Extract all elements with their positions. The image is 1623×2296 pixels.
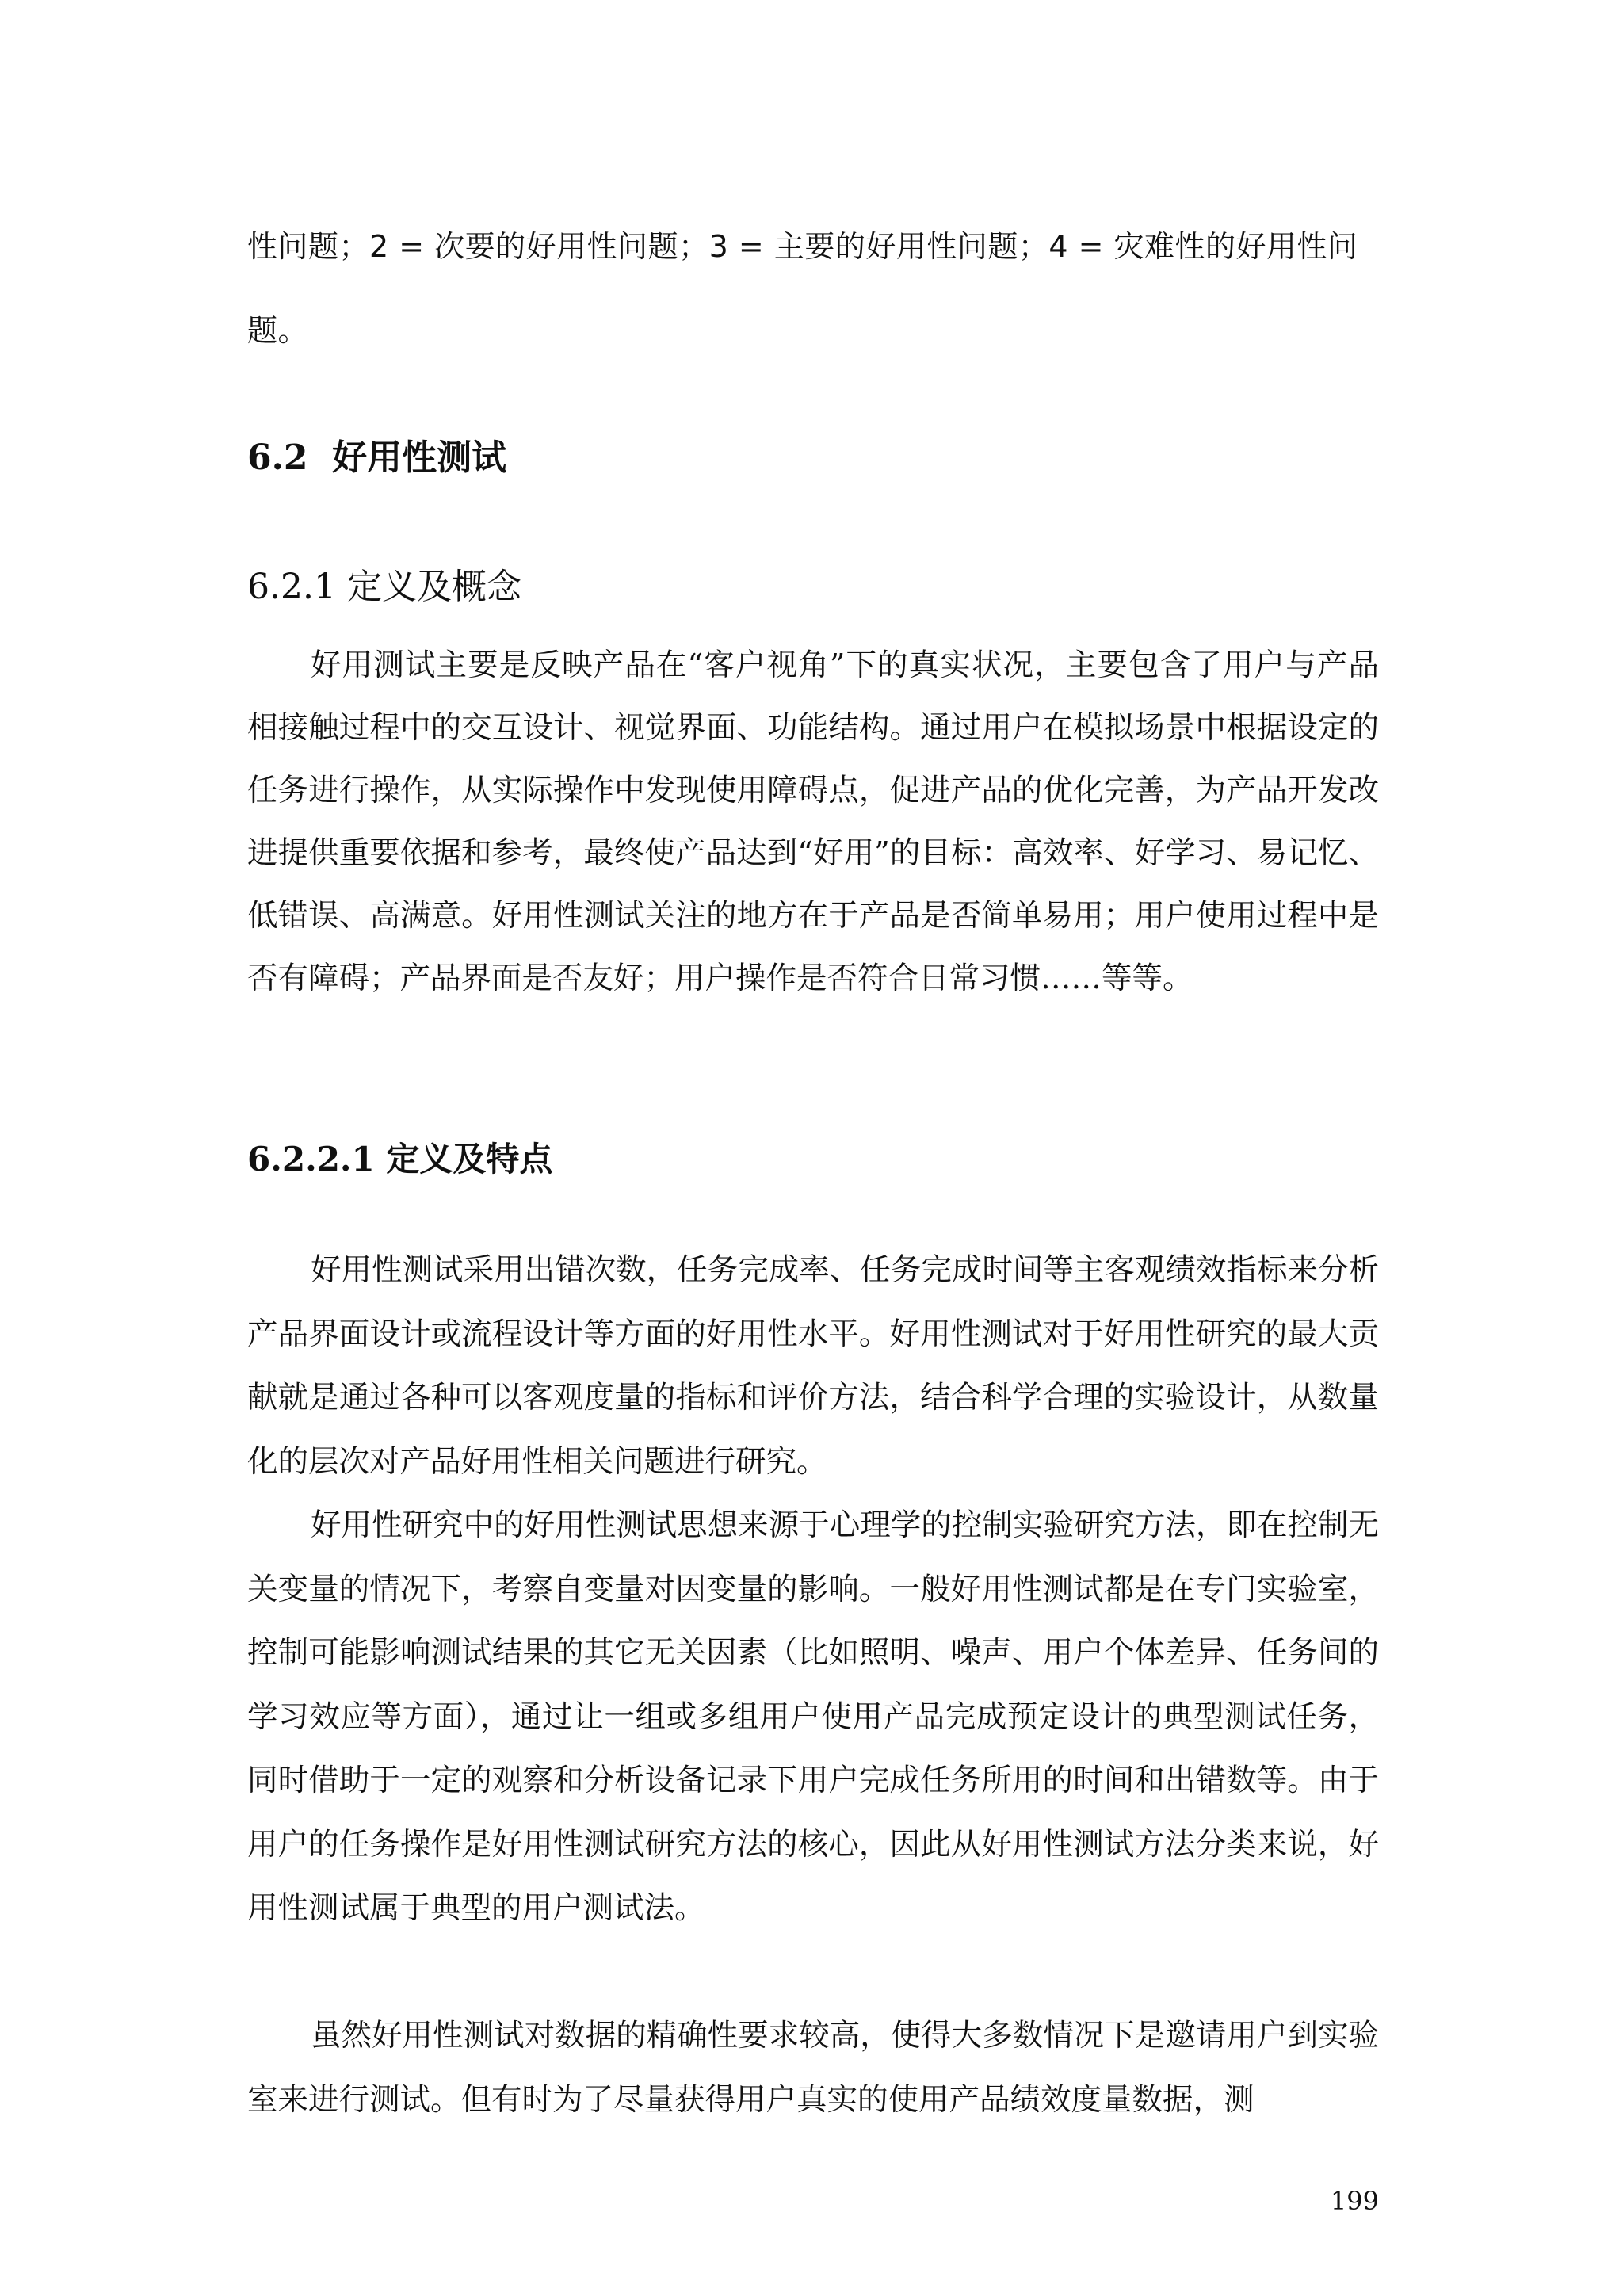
body-paragraph-lab: 虽然好用性测试对数据的精确性要求较高，使得大多数情况下是邀请用户到实验室来进行测试。但有时为了尽量获得用户真实的使用产品绩效度量数据，测 (247, 2018, 1379, 2118)
page-number: 199 (1330, 2186, 1379, 2216)
body-paragraph-metrics: 好用性测试采用出错次数，任务完成率、任务完成时间等主客观绩效指标来分析产品界面设计或流程设计等方面的好用性水平。好用性测试对于好用性研究的最大贡献就是通过各种可以客观度量的指标和评价方法，结合科学合理的实验设计，从数量化的层次对产品好用性相关问题进行研究。 (247, 1252, 1379, 1480)
subsubsection-heading: 6.2.2.1 定义及特点 (247, 1140, 553, 1179)
body-paragraph-method: 好用性研究中的好用性测试思想来源于心理学的控制实验研究方法，即在控制无关变量的情况下，考察自变量对因变量的影响。一般好用性测试都是在专门实验室，控制可能影响测试结果的其它无关因素（比如照明、噪声、用户个体差异、任务间的学习效应等方面），通过让一组或多组用户使用产品完成预定设计的典型测试任务，同时借助于一定的观察和分析设备记录下用户完成任务所用的时间和出错数等。由于用户的任务操作是好用性测试研究方法的核心，因此从好用性测试方法分类来说，好用性测试属于典型的用户测试法。 (247, 1507, 1379, 1926)
body-paragraph-definition: 好用测试主要是反映产品在“客户视角”下的真实状况，主要包含了用户与产品相接触过程中的交互设计、视觉界面、功能结构。通过用户在模拟场景中根据设定的任务进行操作，从实际操作中发现使用障碍点，促进产品的优化完善，为产品开发改进提供重要依据和参考，最终使产品达到“好用”的目标：高效率、好学习、易记忆、低错误、高满意。好用性测试关注的地方在于产品是否简单易用；用户使用过程中是否有障碍；产品界面是否友好；用户操作是否符合日常习惯……等等。 (247, 648, 1379, 996)
subsection-heading: 6.2.1 定义及概念 (247, 567, 521, 607)
intro-paragraph: 性问题；2 = 次要的好用性问题；3 = 主要的好用性问题；4 = 灾难性的好用性问题。 (247, 229, 1358, 348)
section-heading: 6.2 好用性测试 (247, 437, 507, 478)
